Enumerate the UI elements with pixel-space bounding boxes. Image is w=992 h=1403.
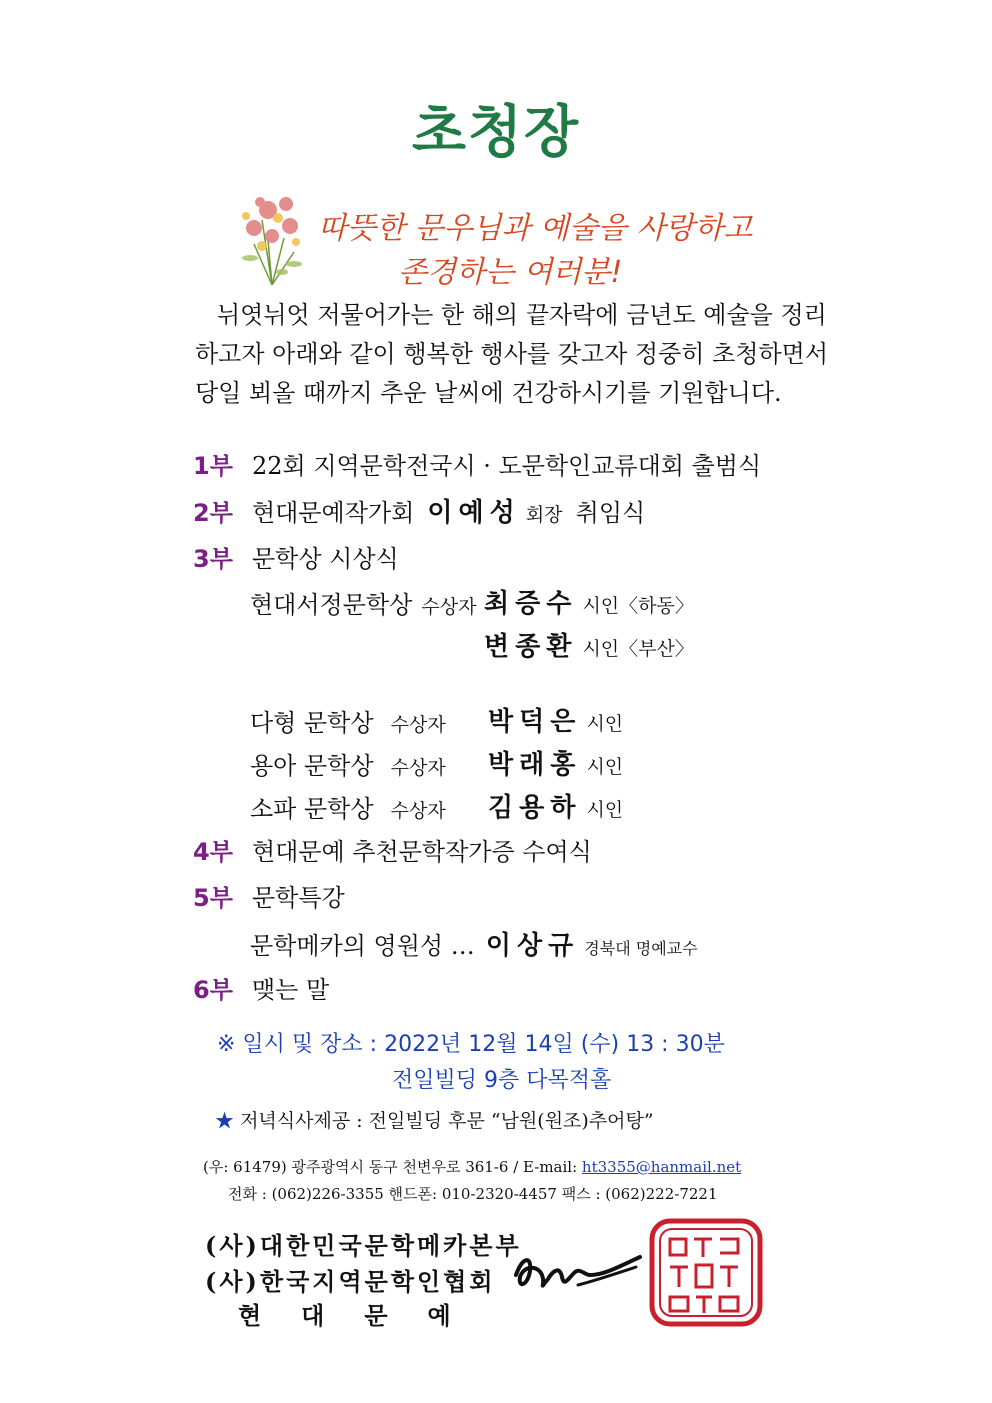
part-text: 문학상 시상식 — [251, 545, 399, 573]
part-text: 22회 지역문학전국시 · 도문학인교류대회 출범식 — [251, 452, 762, 480]
part-label: 5부 — [193, 884, 233, 912]
part-label: 2부 — [193, 499, 233, 527]
person-name: 최증수 — [484, 589, 578, 619]
award-row — [250, 746, 446, 781]
org-name: 현 대 문 예 — [238, 1301, 459, 1330]
part-text: 문학특강 — [251, 884, 345, 912]
person-title: 회장 — [525, 504, 563, 526]
person-name: 변종환 — [484, 632, 578, 662]
org-name: (사)대한민국문학메카본부 — [205, 1231, 522, 1260]
person-suffix: 시인〈하동〉 — [582, 595, 694, 617]
award-winner — [488, 787, 623, 824]
award-role: 수상자 — [390, 757, 446, 779]
award-winner — [488, 744, 623, 781]
person-suffix: 시인 — [586, 756, 624, 778]
program-part-4 — [193, 832, 592, 867]
contact-phones: 전화 : (062)226-3355 핸드폰: 010-2320-4457 팩스 : (062)222-7221 — [228, 1185, 718, 1203]
intro-paragraph — [195, 296, 828, 413]
flower-bouquet-illustration — [232, 180, 314, 288]
dinner-note — [215, 1106, 654, 1133]
signature-image — [508, 1245, 646, 1299]
part-label: 1부 — [193, 452, 233, 480]
award-row — [250, 703, 446, 738]
person-name: 이상규 — [485, 931, 580, 961]
program-part-5 — [193, 878, 345, 913]
lecture-row — [250, 925, 698, 962]
part-text: 맺는 말 — [251, 976, 330, 1004]
org-name: (사)한국지역문학인협회 — [205, 1267, 496, 1296]
person-suffix: 시인 — [586, 713, 624, 735]
person-name: 김용하 — [488, 793, 582, 823]
program-part-1 — [193, 446, 761, 481]
person-name: 박덕은 — [488, 707, 582, 737]
greeting-line-2: 존경하는 여러분! — [398, 255, 623, 290]
program-part-2 — [193, 492, 645, 529]
award-title: 소파 문학상 — [250, 795, 374, 823]
award-row — [250, 789, 446, 824]
person-suffix: 시인 — [586, 799, 624, 821]
email-link[interactable]: ht3355@hanmail.net — [581, 1158, 742, 1176]
intro-line: 뉘엿뉘엇 저물어가는 한 해의 끝자락에 금년도 예술을 정리 — [217, 301, 827, 329]
part-label: 4부 — [193, 838, 233, 866]
person-affiliation: 경북대 명예교수 — [584, 939, 698, 958]
part-label: 6부 — [193, 976, 233, 1004]
part-label: 3부 — [193, 545, 233, 573]
award-title: 용아 문학상 — [250, 752, 374, 780]
star-icon: ★ — [215, 1110, 235, 1132]
program-part-3 — [193, 539, 399, 574]
part-text-suffix: 취임식 — [575, 499, 646, 527]
award-title: 다형 문학상 — [250, 709, 374, 737]
person-suffix: 시인〈부산〉 — [582, 638, 694, 660]
part-text: 현대문예작가회 — [251, 499, 415, 527]
award-winner — [488, 701, 623, 738]
intro-line: 당일 뵈올 때까지 추운 날씨에 건강하시기를 기원합니다. — [195, 379, 782, 407]
dinner-text: 저녁식사제공 : 전일빌딩 후문 “남원(원조)추어탕” — [240, 1110, 654, 1132]
intro-line: 하고자 아래와 같이 행복한 행사를 갖고자 정중히 초청하면서 — [195, 340, 829, 368]
greeting-line-1: 따뜻한 문우님과 예술을 사랑하고 — [318, 211, 753, 246]
schedule-datetime: ※ 일시 및 장소 : 2022년 12월 14일 (수) 13 : 30분 — [217, 1032, 725, 1057]
award-title: 현대서정문학상 — [250, 591, 413, 619]
award-role: 수상자 — [390, 800, 446, 822]
award-role: 수상자 — [390, 714, 446, 736]
schedule-venue: 전일빌딩 9층 다목적홀 — [392, 1068, 612, 1093]
award-role: 수상자 — [421, 596, 477, 618]
award-winner — [484, 626, 694, 663]
award-row — [250, 585, 476, 620]
person-name: 박래홍 — [488, 750, 582, 780]
award-winner — [484, 583, 694, 620]
official-seal-stamp — [646, 1215, 766, 1330]
contact-address — [203, 1156, 741, 1177]
address-text: (우: 61479) 광주광역시 동구 천변우로 361-6 / E-mail: — [203, 1158, 582, 1176]
lecture-title: 문학메카의 영원성 … — [250, 932, 475, 960]
program-part-6 — [193, 970, 329, 1005]
page-title: 초청장 — [411, 99, 581, 165]
person-name: 이예성 — [427, 498, 521, 528]
part-text: 현대문예 추천문학작가증 수여식 — [251, 838, 592, 866]
